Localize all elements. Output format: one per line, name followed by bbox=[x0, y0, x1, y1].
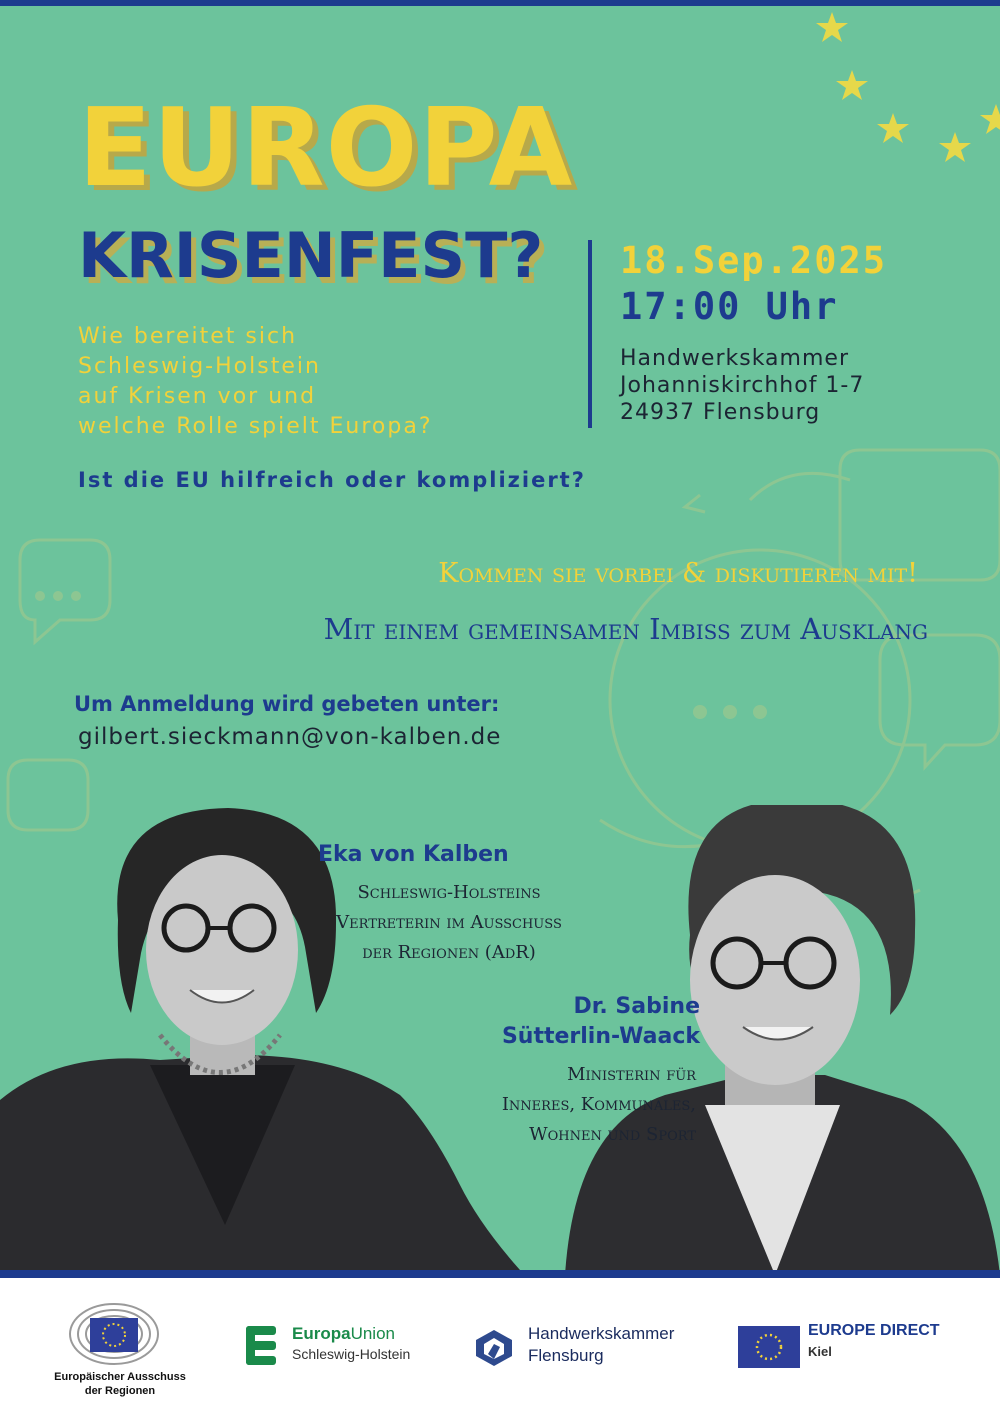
event-date: 18.Sep.2025 bbox=[620, 239, 888, 282]
role-line: Wohnen und Sport bbox=[529, 1124, 696, 1145]
speaker-photo-eka-von-kalben bbox=[0, 800, 580, 1275]
name-line: Sütterlin-Waack bbox=[501, 1024, 700, 1049]
role-line: Ministerin für bbox=[567, 1064, 696, 1085]
europe-direct-sub: Kiel bbox=[808, 1344, 832, 1359]
speaker-1-role bbox=[334, 878, 564, 968]
invitation-text: Kommen sie vorbei & diskutieren mit! bbox=[438, 558, 918, 589]
speaker-1-name: Eka von Kalben bbox=[318, 842, 509, 867]
europe-direct-name: EUROPE DIRECT bbox=[808, 1322, 940, 1339]
role-line: der Regionen (AdR) bbox=[362, 942, 536, 963]
eu-flag-icon bbox=[738, 1326, 800, 1368]
registration-label: Um Anmeldung wird gebeten unter: bbox=[74, 692, 500, 716]
committee-of-regions-logo-icon bbox=[68, 1296, 160, 1366]
speaker-2-role bbox=[502, 1060, 696, 1150]
intro-text bbox=[78, 322, 433, 442]
role-line: Inneres, Kommunales, bbox=[501, 1094, 696, 1115]
intro-line: welche Rolle spielt Europa? bbox=[78, 414, 433, 439]
role-line: Schleswig-Holsteins bbox=[357, 882, 541, 903]
europa-union-name bbox=[292, 1324, 395, 1344]
intro-line: Wie bereitet sich bbox=[78, 324, 298, 349]
europa-union-name-a: Europa bbox=[292, 1324, 351, 1343]
handwerkskammer-name bbox=[528, 1323, 674, 1367]
eu-stars-icon bbox=[816, 12, 1000, 162]
speaker-2-name bbox=[502, 992, 700, 1052]
venue-line: Handwerkskammer bbox=[620, 346, 849, 371]
top-accent-bar bbox=[0, 0, 1000, 6]
europa-union-name-b: Union bbox=[350, 1324, 395, 1343]
venue-line: 24937 Flensburg bbox=[620, 400, 821, 425]
hwk-line: Flensburg bbox=[528, 1346, 604, 1365]
sponsor-footer bbox=[0, 1278, 1000, 1414]
caption-line: Europäischer Ausschuss bbox=[54, 1371, 186, 1383]
registration-email[interactable]: gilbert.sieckmann@von-kalben.de bbox=[78, 724, 502, 750]
intro-line: auf Krisen vor und bbox=[78, 384, 317, 409]
committee-of-regions-caption bbox=[40, 1370, 200, 1398]
event-venue bbox=[620, 345, 864, 426]
divider-line bbox=[588, 240, 592, 428]
bottom-accent-bar bbox=[0, 1270, 1000, 1278]
poster-title: EUROPA bbox=[78, 86, 574, 211]
venue-line: Johanniskirchhof 1-7 bbox=[620, 373, 865, 398]
event-time: 17:00 Uhr bbox=[620, 285, 839, 328]
europa-union-sub: Schleswig-Holstein bbox=[292, 1346, 411, 1362]
hwk-line: Handwerkskammer bbox=[528, 1324, 675, 1343]
intro-line: Schleswig-Holstein bbox=[78, 354, 321, 379]
handwerkskammer-logo-icon bbox=[474, 1328, 514, 1368]
name-line: Dr. Sabine bbox=[573, 994, 700, 1019]
caption-line: der Regionen bbox=[84, 1385, 156, 1397]
snack-note: Mit einem gemeinsamen Imbiss zum Ausklang bbox=[323, 612, 928, 646]
europa-union-logo-icon bbox=[246, 1326, 282, 1370]
poster-subtitle: KRISENFEST? bbox=[78, 219, 544, 292]
discussion-question: Ist die EU hilfreich oder kompliziert? bbox=[78, 468, 586, 492]
role-line: Vertreterin im Ausschuss bbox=[336, 912, 562, 933]
